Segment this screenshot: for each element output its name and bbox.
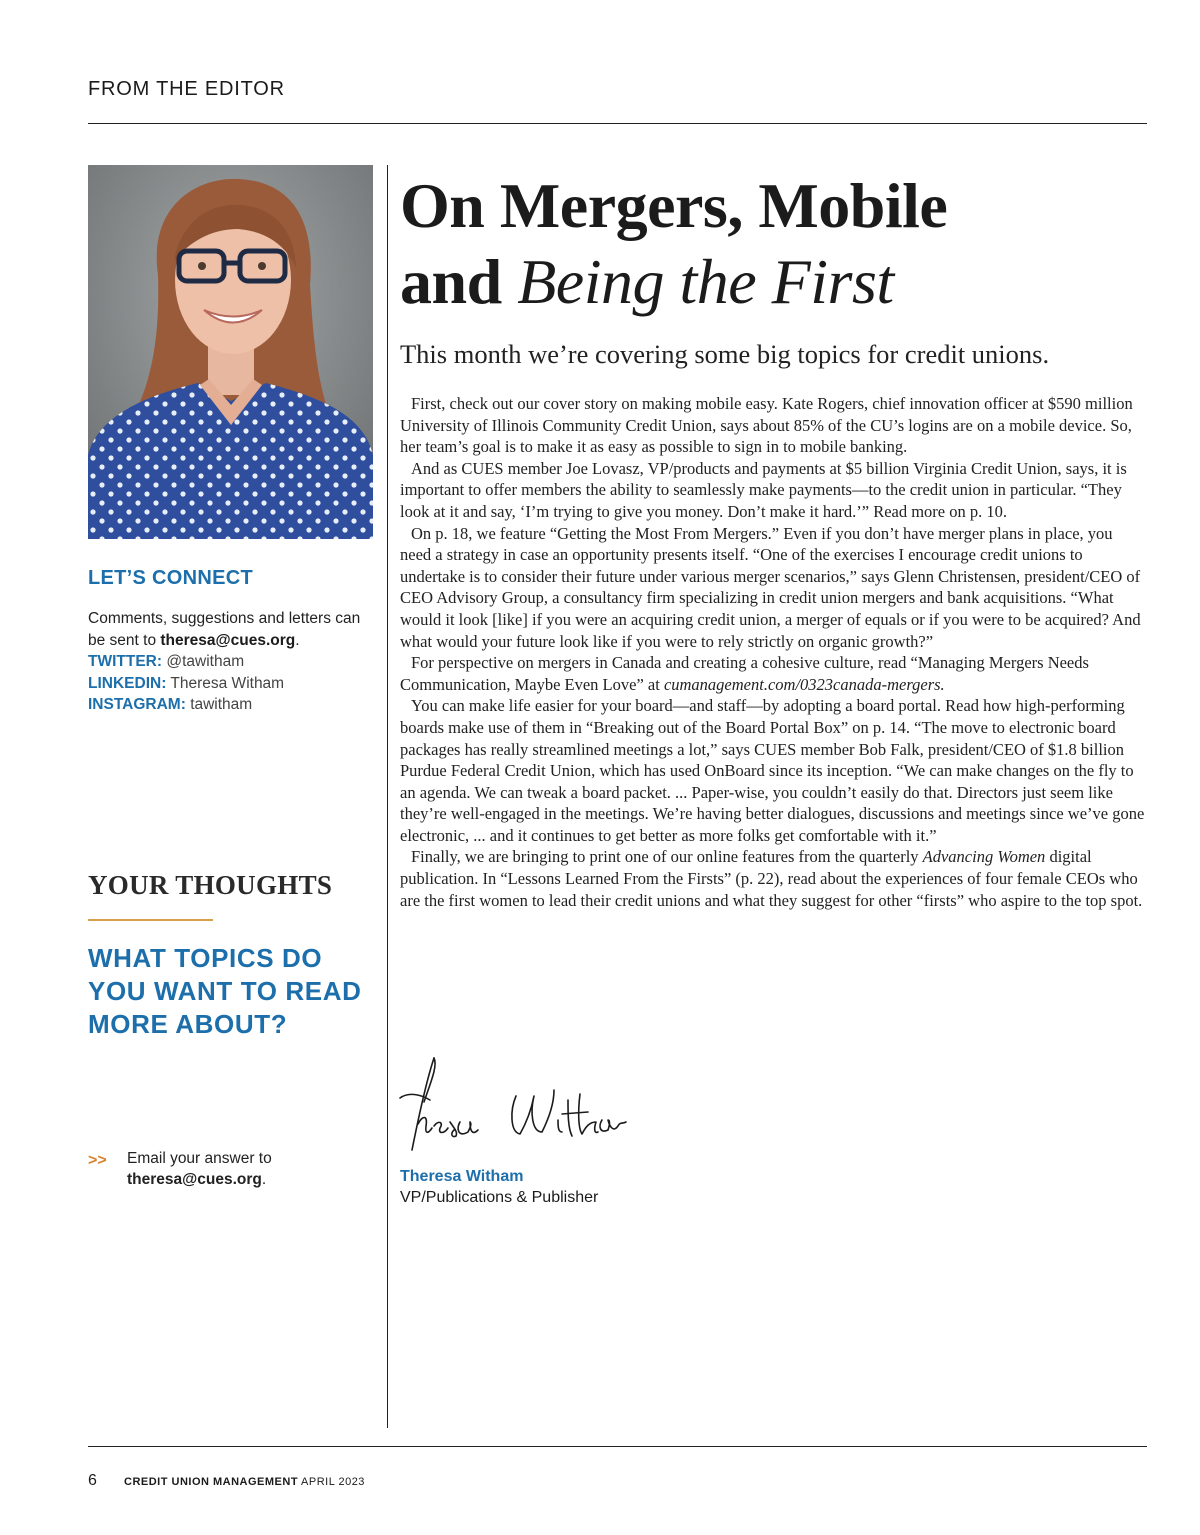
headline-italic: Being the First	[517, 246, 894, 317]
reader-question: WHAT TOPICS DO YOU WANT TO READ MORE ABOUT?	[88, 943, 362, 1039]
top-divider	[88, 123, 1147, 124]
p6-end: digital publication. In “Lessons Learned From the Firsts” (p. 22), read about the experiences of four female CEOs who are the first women to lead their credit unions and what they suggest for other “firsts” who aspire to the top spot.	[400, 847, 1143, 910]
headline-and: and	[400, 246, 518, 317]
double-chevron-icon: >>	[88, 1152, 107, 1169]
twitter-label: TWITTER:	[88, 653, 163, 670]
cta-text: Email your answer to	[127, 1150, 272, 1167]
linkedin-label: LINKEDIN:	[88, 674, 167, 692]
signature-name: Theresa Witham	[400, 1168, 524, 1185]
your-thoughts-title: YOUR THOUGHTS	[88, 870, 333, 900]
paragraph	[400, 652, 1146, 695]
article-headline	[400, 168, 1140, 320]
p6-start: Finally, we are bringing to print one of our online features from the quarterly	[411, 847, 923, 867]
headline-line1: On Mergers, Mobile	[400, 170, 948, 241]
bottom-divider	[88, 1446, 1147, 1447]
cta-email-link[interactable]: theresa@cues.org	[127, 1171, 262, 1188]
connect-title: LET’S CONNECT	[88, 567, 254, 589]
publication-info	[124, 1476, 365, 1488]
page-number: 6	[88, 1472, 97, 1489]
paragraph: And as CUES member Joe Lovasz, VP/products and payments at $5 billion Virginia Credit Union, says, it is important to offer members the ability to seamlessly make payments—to the credit union in particular. “They look at it and say, ‘I’m trying to give you money. Don’t make it hard.’” Read more on p. 10.	[400, 458, 1127, 521]
section-label: FROM THE EDITOR	[88, 78, 285, 100]
instagram-handle[interactable]: tawitham	[190, 696, 253, 713]
article-dek: This month we’re covering some big topics for credit unions.	[400, 339, 1050, 369]
handwritten-signature	[398, 1050, 628, 1160]
paragraph: On p. 18, we feature “Getting the Most From Mergers.” Even if you don’t have merger plans in place, you need a strategy in case an opportunity presents itself. “One of the exercises I encourage credit unions to undertake is to consider their future under various merger scenarios,” says Glenn Christensen, president/CEO of CEO Advisory Group, a consultancy firm specializing in credit union mergers and bank acquisitions. “What would it look [like] if you were an acquiring credit union, a merger of equals or if you were to be acquired? And what would your future look like if you were to rely strictly on organic growth?”	[400, 523, 1141, 651]
connect-intro: Comments, suggestions and letters can be sent to	[88, 610, 361, 649]
publication-name: CREDIT UNION MANAGEMENT	[124, 1476, 299, 1488]
paragraph	[400, 846, 1146, 911]
gold-divider	[88, 919, 213, 921]
article-body	[400, 393, 1146, 911]
author-photo	[88, 165, 373, 539]
email-cta	[88, 1148, 378, 1190]
connect-intro-end: .	[295, 631, 300, 649]
column-divider	[387, 165, 388, 1428]
cta-end: .	[261, 1171, 267, 1188]
connect-info	[88, 608, 378, 716]
issue-date: APRIL 2023	[301, 1476, 365, 1488]
p6-italic: Advancing Women	[922, 847, 1046, 867]
twitter-handle[interactable]: @tawitham	[166, 653, 245, 670]
editor-email-link[interactable]: theresa@cues.org	[160, 631, 296, 649]
paragraph: First, check out our cover story on making mobile easy. Kate Rogers, chief innovation officer at $590 million University of Illinois Community Credit Union, says about 85% of the CU’s logins are on a mobile device. So, her team’s goal is to make it as easy as possible to sign in to mobile banking.	[400, 394, 1133, 457]
p4-text: For perspective on mergers in Canada and creating a cohesive culture, read “Managing Mergers Needs Communication, Maybe Even Love” at	[400, 653, 1089, 694]
email-cta-text	[127, 1148, 378, 1190]
instagram-label: INSTAGRAM:	[88, 696, 186, 713]
paragraph: You can make life easier for your board—and staff—by adopting a board portal. Read how high-performing boards make use of them in “Breaking out of the Board Portal Box” on p. 14. “The move to electronic board packages has really streamlined meetings a lot,” says CUES member Bob Falk, president/CEO of $1.8 billion Purdue Federal Credit Union, which has used OnBoard since its inception. “We can make changes on the fly to an agenda. We can tweak a board packet. ... Paper-wise, you couldn’t easily do that. Directors just seem like they’re well-engaged in the meetings. We’re having better dialogues, discussions and meetings since we’ve gone electronic, ... and it continues to get better as more folks get comfortable with it.”	[400, 696, 1145, 845]
linkedin-handle[interactable]: Theresa Witham	[170, 674, 285, 692]
canada-mergers-link[interactable]: cumanagement.com/0323canada-mergers.	[663, 674, 945, 694]
signature-title: VP/Publications & Publisher	[400, 1189, 599, 1206]
